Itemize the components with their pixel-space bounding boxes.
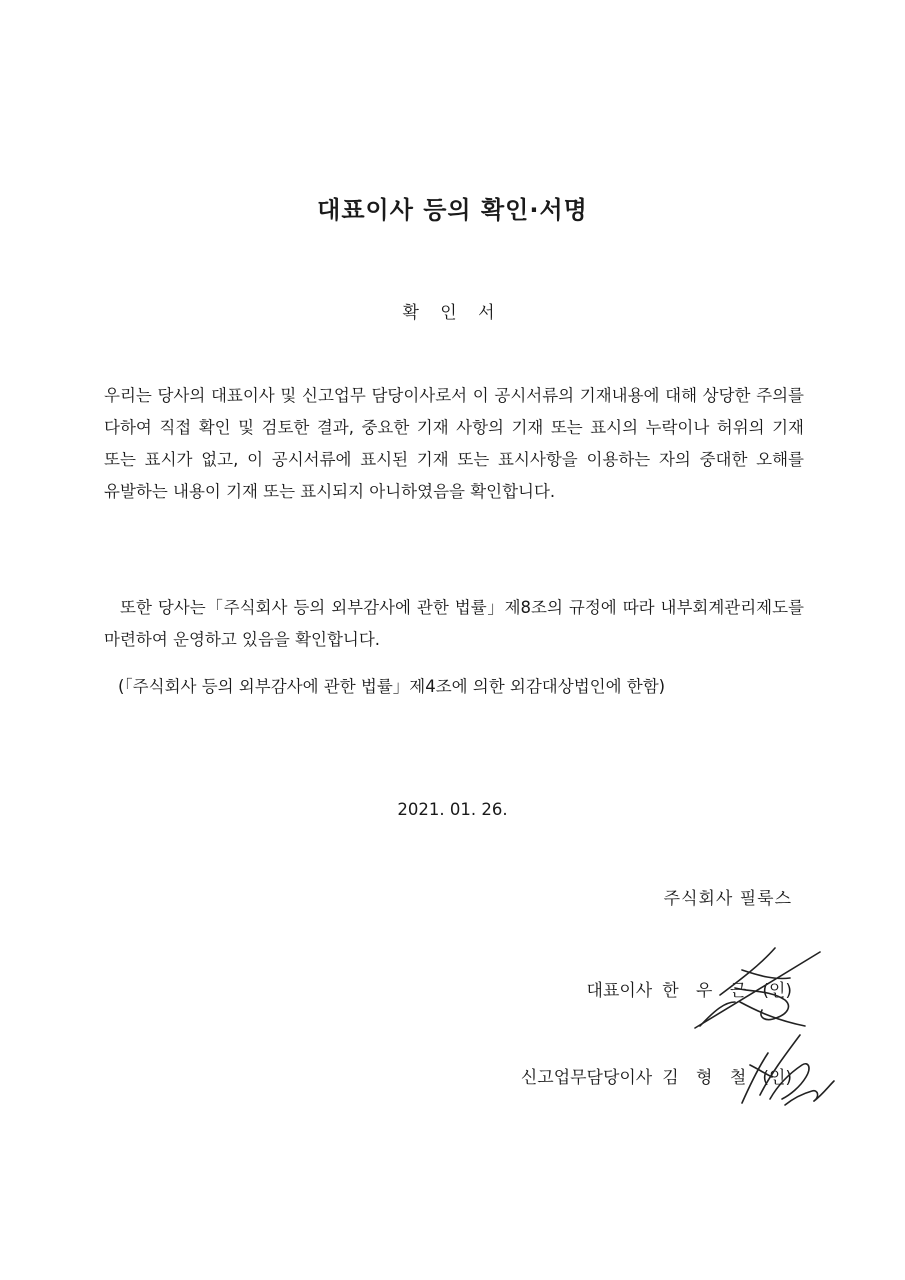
director-signature-icon xyxy=(730,1025,840,1115)
signer-role: 대표이사 xyxy=(586,981,653,1001)
document-subtitle: 확 인 서 xyxy=(402,303,503,323)
seal-mark: (인) xyxy=(762,1068,792,1088)
internal-control-paragraph: 또한 당사는「주식회사 등의 외부감사에 관한 법률」제8조의 규정에 따라 내부회계관리제도를 마련하여 운영하고 있음을 확인합니다. xyxy=(104,598,804,649)
signer-name: 김 형 철 xyxy=(662,1068,753,1088)
scope-note: (「주식회사 등의 외부감사에 관한 법률」제4조에 의한 외감대상법인에 한함) xyxy=(118,677,666,696)
signer-name: 한 우 근 xyxy=(662,981,753,1001)
seal-mark: (인) xyxy=(762,981,792,1001)
confirmation-paragraph: 우리는 당사의 대표이사 및 신고업무 담당이사로서 이 공시서류의 기재내용에 대해 상당한 주의를 다하여 직접 확인 및 검토한 결과, 중요한 기재 사항의 기재 또는 표시의 누락이나 허위의 기재 또는 표시가 없고, 이 공시서류에 표시된 기재 또는 표시사항을 이용하는 자의 중대한 오해를 유발하는 내용이 기재 또는 표시되지 아니하였음을 확인합니다. xyxy=(104,386,804,501)
document-title: 대표이사 등의 확인·서명 xyxy=(317,196,588,224)
signer-role: 신고업무담당이사 xyxy=(520,1068,653,1088)
company-name: 주식회사 필룩스 xyxy=(663,889,792,909)
document-date: 2021. 01. 26. xyxy=(397,800,508,819)
ceo-signature-icon xyxy=(680,940,830,1035)
